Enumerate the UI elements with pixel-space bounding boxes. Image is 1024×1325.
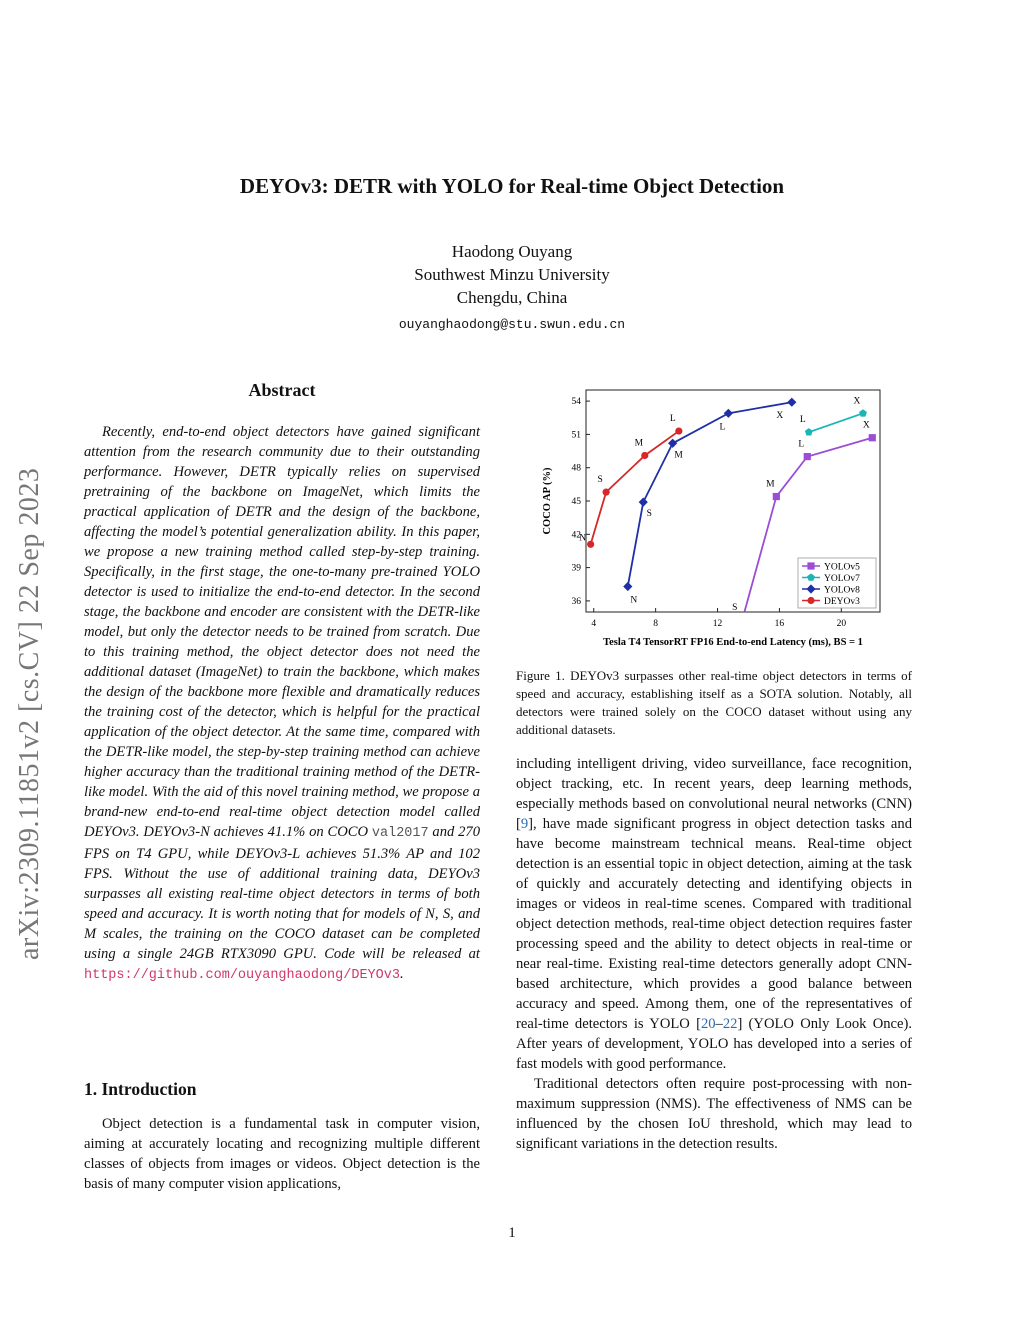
right-para-1c: ] (YOLO Only Look Once). After years of development, YOLO has developed into a series of fast models with good performance. bbox=[516, 1016, 912, 1072]
point-label: N bbox=[579, 533, 587, 544]
series-yolov7 bbox=[805, 409, 867, 435]
paper-title: DEYOv3: DETR with YOLO for Real-time Object Detection bbox=[239, 174, 785, 198]
abstract-text-1: Recently, end-to-end object detectors have gained significant attention from the research community due to their outstanding performance. However, DETR typically relies on supervised pretraining of the backbone on ImageNet, which limits the practical application of DETR and the design of the backbone, affecting the model’s potential generalization ability. In this paper, we propose a new training method called step-by-step training. Specifically, in the first stage, the one-to-many pre-trained YOLO detector is used to initialize the end-to-end detector. In the second stage, the backbone and encoder are consistent with the DETR-like model, but only the detector needs to be trained from scratch. Due to this training method, the object detector does not need the additional dataset (ImageNet) to train the backbone, which makes the design of the backbone more flexible and dramatically reduces the training cost of the detector, which is helpful for the practical application of the object detector. At the same time, compared with the DETR-like model, the step-by-step training method can achieve higher accuracy than the traditional training method of the DETR-like model. With the aid of this novel training method, we propose a brand-new end-to-end real-time object detection model called DEYOv3. DEYOv3-N achieves 41.1% on COCO bbox=[84, 424, 480, 840]
data-point bbox=[807, 562, 814, 569]
right-column-body bbox=[516, 754, 912, 1154]
x-axis-label: Tesla T4 TensorRT FP16 End-to-end Latency (ms), BS = 1 bbox=[603, 637, 863, 648]
introduction-body bbox=[84, 1114, 480, 1194]
y-tick-label: 54 bbox=[571, 397, 581, 408]
x-tick-label: 4 bbox=[591, 619, 597, 629]
series-labels-deyov3 bbox=[579, 414, 676, 543]
data-point bbox=[805, 428, 813, 435]
dataset-split-code: val2017 bbox=[371, 826, 429, 841]
point-label: X bbox=[776, 411, 784, 422]
series-yolov8 bbox=[623, 398, 796, 591]
point-label: L bbox=[719, 422, 726, 433]
introduction-heading: 1. Introduction bbox=[84, 1079, 197, 1099]
data-point bbox=[773, 493, 780, 500]
point-label: S bbox=[597, 475, 603, 486]
y-tick-label: 36 bbox=[571, 596, 581, 607]
figure-1-chart bbox=[536, 380, 916, 665]
x-tick-label: 20 bbox=[836, 619, 847, 629]
point-label: S bbox=[732, 603, 738, 613]
point-label: N bbox=[630, 595, 638, 606]
y-tick-label: 45 bbox=[571, 497, 581, 507]
series-labels-yolov7 bbox=[800, 396, 861, 425]
y-tick-label: 48 bbox=[571, 463, 581, 474]
data-point bbox=[859, 409, 867, 416]
x-tick-label: 16 bbox=[774, 619, 785, 629]
data-point bbox=[737, 622, 744, 629]
right-para-1a: including intelligent driving, video surveillance, face recognition, object tracking, etc. In recent years, deep learning methods, especially methods based on convolutional neural networks (CNN) [ bbox=[516, 756, 912, 832]
series-labels-yolov8 bbox=[630, 411, 783, 605]
point-label: S bbox=[646, 509, 652, 520]
legend-label: YOLOv5 bbox=[824, 562, 860, 573]
legend-label: DEYOv3 bbox=[824, 597, 860, 607]
data-point bbox=[807, 597, 814, 604]
y-tick-label: 39 bbox=[571, 563, 581, 574]
page-number: 1 bbox=[508, 1225, 516, 1241]
data-point bbox=[668, 439, 677, 448]
x-tick-label: 8 bbox=[653, 619, 659, 629]
author-affiliation: Southwest Minzu University bbox=[414, 265, 610, 284]
series-line bbox=[809, 413, 863, 432]
author-name: Haodong Ouyang bbox=[451, 242, 573, 261]
point-label: L bbox=[798, 439, 805, 450]
intro-paragraph: Object detection is a fundamental task in computer vision, aiming at accurately locating and recognizing multiple different classes of objects from images or videos. Object detection is the basis of many computer vision applications, bbox=[84, 1116, 480, 1192]
abstract-body bbox=[84, 422, 480, 986]
legend-label: YOLOv7 bbox=[824, 574, 860, 584]
citation-22[interactable]: 22 bbox=[722, 1016, 738, 1032]
y-axis-label: COCO AP (%) bbox=[542, 467, 553, 535]
data-point bbox=[787, 398, 796, 407]
data-point bbox=[639, 498, 648, 507]
y-tick-label: 51 bbox=[571, 430, 581, 441]
data-point bbox=[587, 541, 594, 548]
abstract-text-2: and 270 FPS on T4 GPU, while DEYOv3-L achieves 51.3% AP and 102 FPS. Without the use of additional training data, DEYOv3 surpasses all existing real-time object detectors in terms of both speed and accuracy. It is worth noting that for models of N, S, and M scales, the training on the COCO dataset can be completed using a single 24GB RTX3090 GPU. Code will be released at bbox=[84, 824, 481, 962]
chart-legend bbox=[798, 558, 876, 608]
abstract-heading: Abstract bbox=[248, 380, 316, 400]
point-label: M bbox=[674, 450, 683, 461]
citation-20[interactable]: 20 bbox=[700, 1016, 716, 1032]
right-para-2: Traditional detectors often require post-processing with non-maximum suppression (NMS). The effectiveness of NMS can be influenced by the chosen IoU threshold, which may lead to significant variations in the detection results. bbox=[516, 1076, 912, 1152]
abstract-end-period: . bbox=[399, 966, 404, 982]
point-label: X bbox=[853, 396, 861, 407]
point-label: X bbox=[862, 420, 870, 431]
x-tick-label: 12 bbox=[712, 619, 723, 629]
figure-1-caption: Figure 1. DEYOv3 surpasses other real-time object detectors in terms of speed and accuracy, establishing itself as a SOTA solution. Notably, all detectors were trained solely on the COCO dataset without using any additional datasets. bbox=[516, 668, 912, 737]
author-location: Chengdu, China bbox=[456, 288, 568, 307]
point-label: M bbox=[766, 479, 775, 490]
data-point bbox=[641, 452, 648, 459]
legend-label: YOLOv8 bbox=[824, 585, 860, 596]
data-point bbox=[724, 409, 733, 418]
citation-dash: – bbox=[715, 1016, 723, 1032]
arxiv-identifier: arXiv:2309.11851v2 [cs.CV] 22 Sep 2023 bbox=[14, 467, 45, 960]
data-point bbox=[804, 453, 811, 460]
citation-9[interactable]: 9 bbox=[520, 816, 529, 832]
data-point bbox=[869, 434, 876, 441]
author-email[interactable]: ouyanghaodong@stu.swun.edu.cn bbox=[398, 317, 626, 332]
point-label: M bbox=[634, 438, 644, 449]
series-line bbox=[628, 402, 792, 586]
right-para-1b: ], have made significant progress in object detection tasks and have become mainstream technical means. Real-time object detection is an essential topic in object detection, aiming at the task of quickly and accurately detecting and identifying objects in images or videos in real-time scenes. Compared with traditional object detection methods, real-time object detection requires faster processing speed and the ability to detect objects in real-time or near real-time. Existing real-time detectors generally adopt CNN-based architecture, which provides a good balance between accuracy and speed. Among them, one of the representatives of real-time detectors is YOLO [ bbox=[516, 816, 912, 1032]
data-point bbox=[675, 427, 682, 434]
point-label: L bbox=[799, 415, 806, 426]
point-label: L bbox=[669, 414, 676, 425]
y-tick-label: 42 bbox=[571, 530, 581, 541]
data-point bbox=[603, 489, 610, 496]
data-point bbox=[623, 582, 632, 591]
code-repository-link[interactable]: https://github.com/ouyanghaodong/DEYOv3 bbox=[84, 968, 400, 983]
latency-accuracy-chart bbox=[536, 380, 916, 665]
